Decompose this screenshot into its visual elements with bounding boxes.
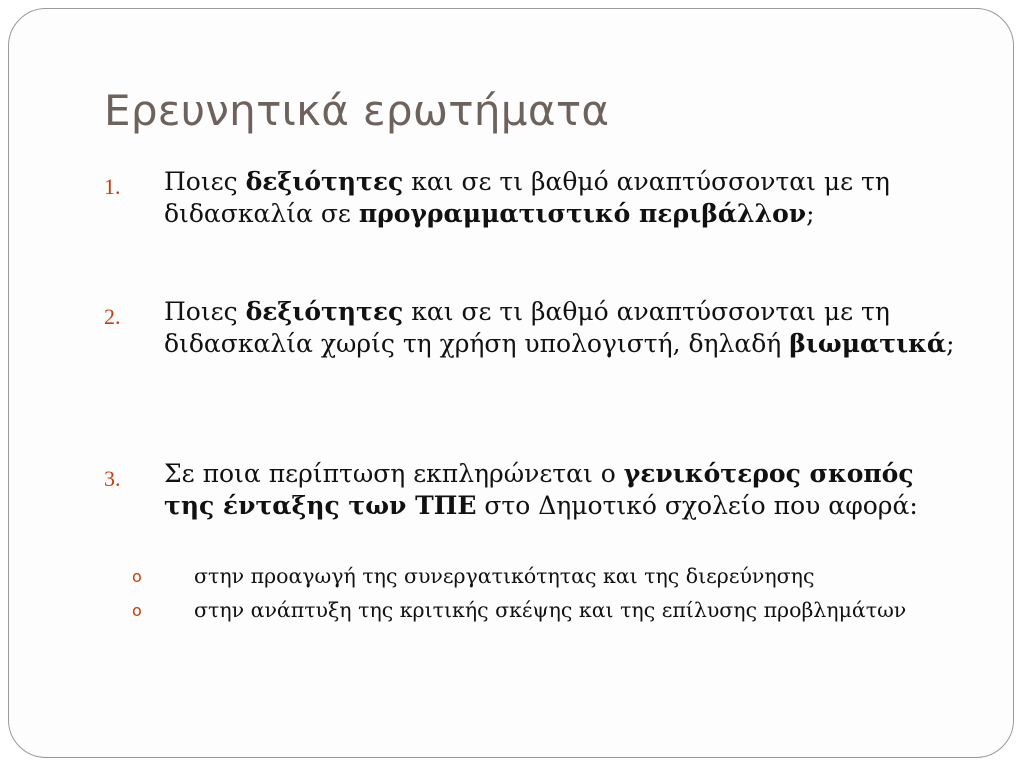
item-number: 3. xyxy=(104,466,121,491)
item-number: 1. xyxy=(104,174,121,199)
item-text xyxy=(164,458,964,522)
body-text: ; xyxy=(946,329,955,358)
bullet-circle-icon: o xyxy=(132,601,142,620)
body-text: Ποιες xyxy=(164,167,246,196)
emphasis-text: δεξιότητες xyxy=(245,297,404,326)
body-text: και σε τι βαθμό αναπτύσσονται με τη διδασκαλία σε xyxy=(164,167,890,228)
sub-item-text: στην προαγωγή της συνεργατικότητας και της διερεύνησης xyxy=(194,564,815,588)
body-text: ; xyxy=(806,199,815,228)
item-number: 2. xyxy=(104,304,121,329)
emphasis-text: βιωματικά xyxy=(789,329,947,358)
sub-item-text: στην ανάπτυξη της κριτικής σκέψης και της επίλυσης προβλημάτων xyxy=(194,598,907,622)
emphasis-text: προγραμματιστικό περιβάλλον xyxy=(358,199,807,228)
body-text: Σε ποια περίπτωση εκπληρώνεται ο xyxy=(164,459,624,488)
item-text xyxy=(164,296,964,360)
emphasis-text: δεξιότητες xyxy=(245,167,404,196)
body-text: Ποιες xyxy=(164,297,246,326)
slide-title: Ερευνητικά ερωτήματα xyxy=(104,86,610,135)
body-text: και σε τι βαθμό αναπτύσσονται με τη διδασκαλία χωρίς τη χρήση υπολογιστή, δηλαδή xyxy=(164,297,890,358)
body-text: στο Δημοτικό σχολείο που αφορά: xyxy=(476,491,918,520)
emphasis-text: γενικότερος σκοπός της ένταξης των ΤΠΕ xyxy=(164,459,914,520)
item-text xyxy=(164,166,964,230)
bullet-circle-icon: o xyxy=(132,567,142,586)
